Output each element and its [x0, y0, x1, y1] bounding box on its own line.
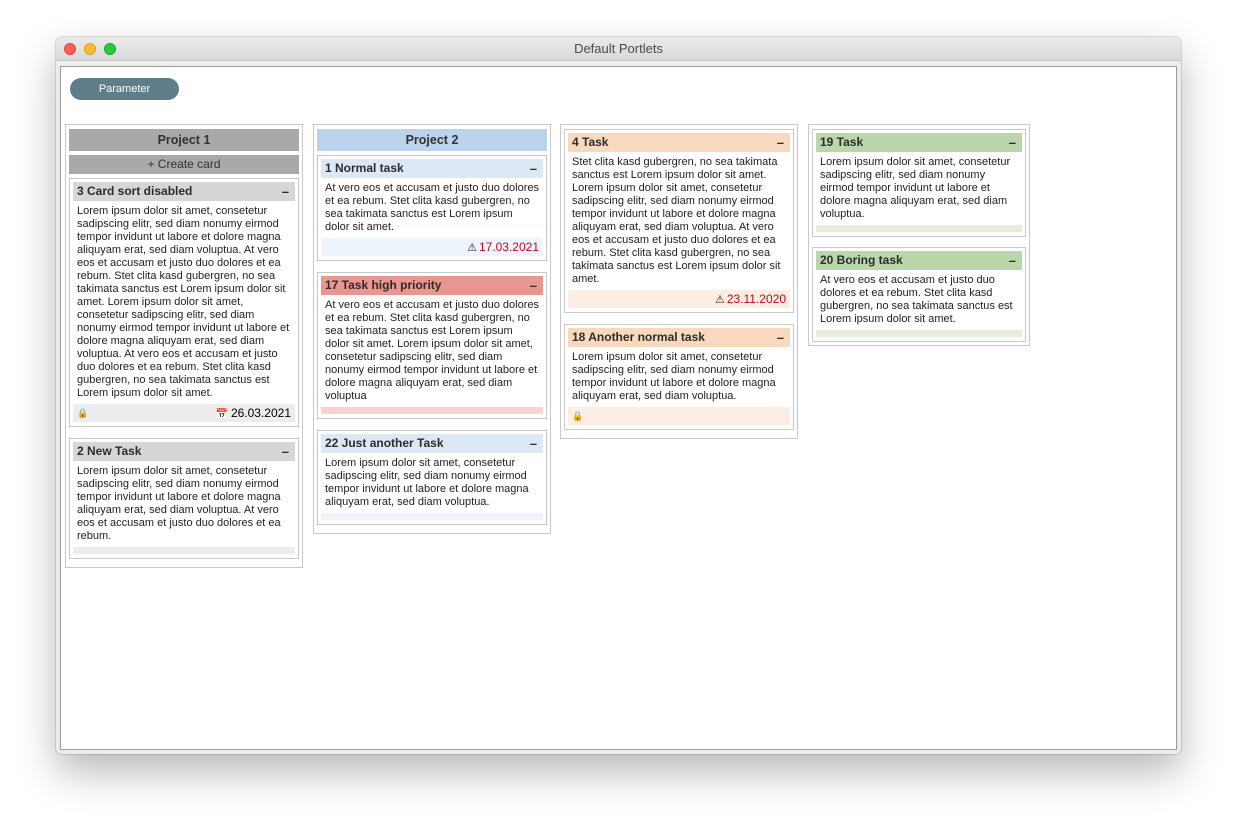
collapse-button[interactable]: – — [529, 278, 537, 293]
card-title: 22 Just another Task — [325, 436, 444, 450]
card[interactable] — [317, 430, 547, 525]
collapse-button[interactable]: – — [1008, 135, 1016, 150]
card-footer — [816, 330, 1022, 337]
card-title: 1 Normal task — [325, 161, 404, 175]
card-header[interactable] — [321, 276, 543, 295]
collapse-button[interactable]: – — [776, 330, 784, 345]
card-body: Stet clita kasd gubergren, no sea takimata sanctus est Lorem ipsum dolor sit amet. Lorem ipsum dolor sit amet, consetetur sadipscing elitr, sed diam nonumy eirmod tempor invidunt ut labore et dolore magna aliquyam erat, sed diam voluptua. At vero eos et accusam et justo duo dolores et ea rebum. Stet clita kasd gubergren, no sea takimata sanctus est Lorem ipsum dolor sit amet. — [572, 156, 781, 285]
card[interactable] — [69, 438, 299, 559]
card-title: 2 New Task — [77, 444, 142, 458]
card[interactable] — [812, 247, 1026, 342]
column-project-2 — [313, 124, 551, 534]
create-card-button[interactable]: + Create card — [69, 155, 299, 174]
card-title: 4 Task — [572, 135, 609, 149]
card[interactable] — [317, 272, 547, 419]
card-footer — [568, 407, 790, 425]
column-3 — [560, 124, 798, 439]
collapse-button[interactable]: – — [529, 436, 537, 451]
card-title: 19 Task — [820, 135, 864, 149]
lock-icon: 🔒 — [572, 410, 584, 421]
due-date-text: 26.03.2021 — [230, 406, 291, 420]
title-bar[interactable] — [56, 37, 1181, 61]
card-header[interactable] — [321, 159, 543, 178]
card-body: At vero eos et accusam et justo duo dolores et ea rebum. Stet clita kasd gubergren, no sea takimata sanctus est Lorem ipsum dolor sit amet. — [820, 274, 1013, 325]
column-header: Project 2 — [317, 129, 547, 151]
card[interactable] — [564, 129, 794, 313]
card-footer — [73, 547, 295, 554]
card-header[interactable] — [73, 182, 295, 201]
column-project-1 — [65, 124, 303, 568]
parameter-button[interactable]: Parameter — [70, 78, 179, 100]
card-title: 18 Another normal task — [572, 330, 705, 344]
card-header[interactable] — [568, 133, 790, 152]
card-header[interactable] — [816, 251, 1022, 270]
collapse-button[interactable]: – — [529, 161, 537, 176]
column-4 — [808, 124, 1030, 346]
card[interactable] — [812, 129, 1026, 237]
card-title: 20 Boring task — [820, 253, 903, 267]
card-footer — [321, 407, 543, 414]
card-footer — [321, 513, 543, 520]
card[interactable] — [317, 155, 547, 261]
card-footer — [568, 290, 790, 308]
card-body: Lorem ipsum dolor sit amet, consetetur sadipscing elitr, sed diam nonumy eirmod tempor invidunt ut labore et dolore magna aliquyam erat, sed diam voluptua. At vero eos et accusam et justo duo dolores et ea rebum. — [77, 465, 281, 542]
calendar-icon: 📅 — [215, 409, 228, 420]
card-footer — [816, 225, 1022, 232]
card-footer — [73, 404, 295, 422]
collapse-button[interactable]: – — [281, 444, 289, 459]
warning-icon: ⚠ — [714, 293, 725, 306]
lock-icon: 🔒 — [77, 407, 89, 418]
card-header[interactable] — [568, 328, 790, 347]
portlet-board — [60, 66, 1177, 750]
due-date — [215, 406, 291, 420]
due-date-text: 17.03.2021 — [478, 240, 539, 254]
card-footer — [321, 238, 543, 256]
card[interactable] — [564, 324, 794, 430]
collapse-button[interactable]: – — [776, 135, 784, 150]
window-title: Default Portlets — [574, 41, 663, 56]
collapse-button[interactable]: – — [1008, 253, 1016, 268]
card-body: Lorem ipsum dolor sit amet, consetetur sadipscing elitr, sed diam nonumy eirmod tempor invidunt ut labore et dolore magna aliquyam erat, sed diam voluptua. At vero eos et accusam et justo duo dolores et ea rebum. Stet clita kasd gubergren, no sea takimata sanctus est Lorem ipsum dolor sit amet. Lorem ipsum dolor sit amet, consetetur sadipscing elitr, sed diam nonumy eirmod tempor invidunt ut labore et dolore magna aliquyam erat, sed diam voluptua. At vero eos et accusam et justo duo dolores et ea rebum. Stet clita kasd gubergren, no sea takimata sanctus est Lorem ipsum dolor sit amet. — [77, 205, 290, 399]
warning-icon: ⚠ — [467, 241, 477, 254]
card-body: At vero eos et accusam et justo duo dolores et ea rebum. Stet clita kasd gubergren, no sea takimata sanctus est Lorem ipsum dolor sit amet. Lorem ipsum dolor sit amet, consetetur sadipscing elitr, sed diam nonumy eirmod tempor invidunt ut labore et dolore magna aliquyam erat, sed diam voluptua — [325, 299, 540, 402]
due-date-text: 23.11.2020 — [726, 292, 786, 306]
card-header[interactable] — [816, 133, 1022, 152]
card-body: Lorem ipsum dolor sit amet, consetetur sadipscing elitr, sed diam nonumy eirmod tempor invidunt ut labore et dolore magna aliquyam erat, sed diam voluptua. — [325, 457, 529, 508]
card-body: Lorem ipsum dolor sit amet, consetetur sadipscing elitr, sed diam nonumy eirmod tempor invidunt ut labore et dolore magna aliquyam erat, sed diam voluptua. — [820, 156, 1011, 220]
card-title: 17 Task high priority — [325, 278, 442, 292]
card-body: Lorem ipsum dolor sit amet, consetetur sadipscing elitr, sed diam nonumy eirmod tempor invidunt ut labore et dolore magna aliquyam erat, sed diam voluptua. — [572, 351, 776, 402]
app-window — [56, 37, 1181, 754]
card-body: At vero eos et accusam et justo duo dolores et ea rebum. Stet clita kasd gubergren, no sea takimata sanctus est Lorem ipsum dolor sit amet. — [325, 182, 540, 233]
card-header[interactable] — [321, 434, 543, 453]
card-title: 3 Card sort disabled — [77, 184, 193, 198]
column-header: Project 1 — [69, 129, 299, 151]
card[interactable] — [69, 178, 299, 427]
collapse-button[interactable]: – — [281, 184, 289, 199]
card-header[interactable] — [73, 442, 295, 461]
